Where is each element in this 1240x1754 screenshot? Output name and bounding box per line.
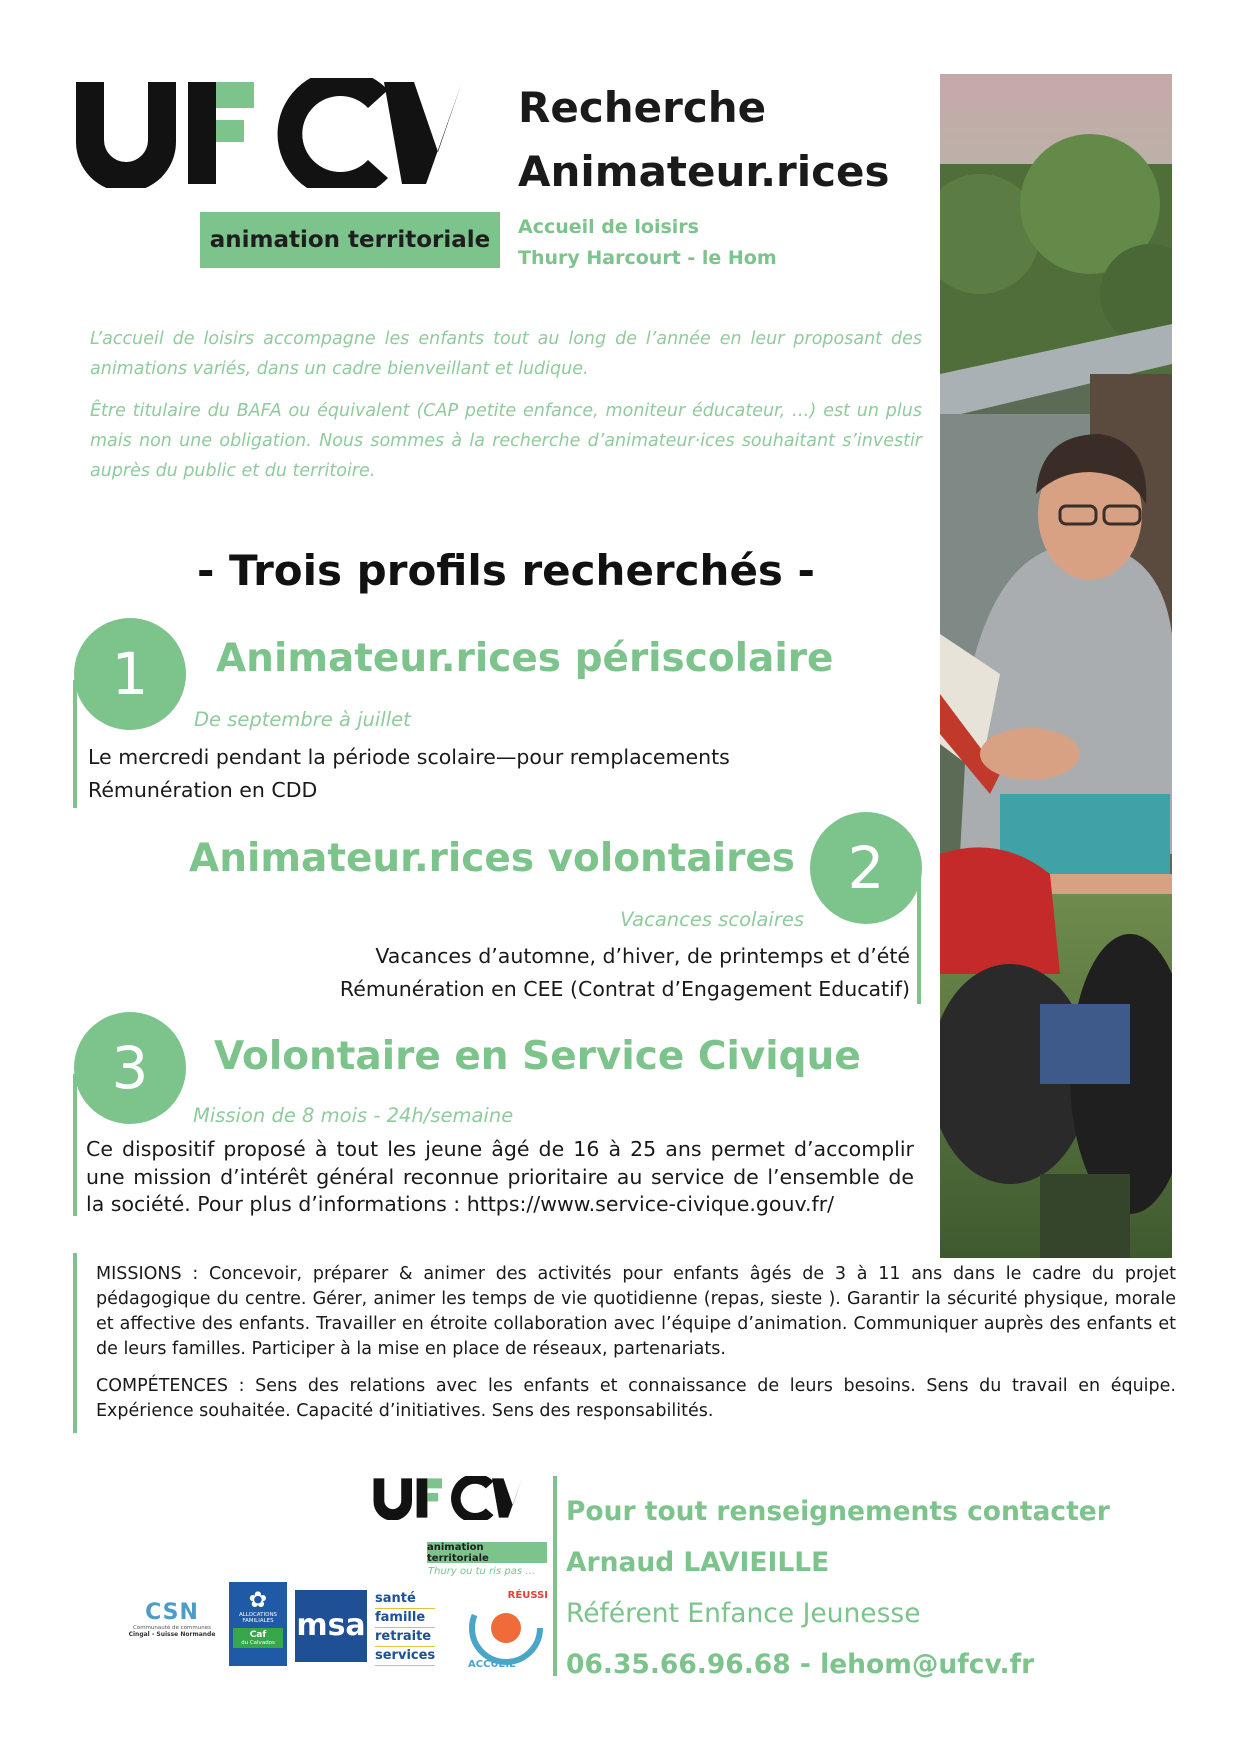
msa-word-1: santé xyxy=(375,1590,435,1609)
contact-phone-email[interactable]: 06.35.66.96.68 - lehom@ufcv.fr xyxy=(566,1649,1035,1680)
msa-word-3: retraite xyxy=(375,1628,435,1647)
header-title xyxy=(518,76,890,204)
caf-line1: ALLOCATIONS xyxy=(238,1612,278,1618)
footer-logo-bar: animation territoriale xyxy=(427,1542,547,1563)
reussi-top-text: RÉUSSI xyxy=(507,1590,548,1601)
contact-line1: Pour tout renseignements contacter xyxy=(566,1496,1110,1527)
reussi-accueil-logo xyxy=(460,1582,552,1674)
msa-word-2: famille xyxy=(375,1609,435,1628)
contact-block xyxy=(566,1486,1110,1690)
profile-3-accent-line xyxy=(73,1074,77,1216)
caf-line4: du Calvados xyxy=(241,1640,275,1646)
profile-3-title: Volontaire en Service Civique xyxy=(214,1034,861,1079)
missions-accent-line xyxy=(73,1253,77,1433)
logo-tagline-bar: animation territoriale xyxy=(200,212,500,268)
profile-2-line2: Rémunération en CEE (Contrat d’Engagement Educatif) xyxy=(339,977,910,1001)
msa-word-4: services xyxy=(375,1647,435,1666)
footer-tagline: Thury ou tu ris pas … xyxy=(428,1566,536,1577)
missions-text: MISSIONS : Concevoir, préparer & animer des activités pour enfants âgés de 3 à 11 ans dans le cadre du projet pédagogique du centre. Gérer, animer les temps de vie quotidienne (repas, sieste ). Garantir la sécurité physique, morale et affective des enfants. Travailler en étroite collaboration avec l’équipe d’animation. Communiquer auprès des enfants et de leurs familles. Participer à la mise en place de réseaux, partenariats. xyxy=(96,1264,1176,1359)
intro-paragraph-1: L’accueil de loisirs accompagne les enfants tout au long de l’année en leur proposant des animations variés, dans un cadre bienveillant et ludique. xyxy=(90,329,922,379)
profile-1-period: De septembre à juillet xyxy=(194,708,411,731)
intro-text xyxy=(90,324,922,486)
header-sub-line1: Accueil de loisirs xyxy=(518,216,699,238)
caf-logo xyxy=(229,1582,287,1666)
profile-3-period: Mission de 8 mois - 24h/semaine xyxy=(193,1104,514,1127)
profile-2-description xyxy=(150,940,910,1006)
profile-1-line1: Le mercredi pendant la période scolaire—pour remplacements xyxy=(88,745,730,769)
cdc-caption-2: Cingal - Suisse Normande xyxy=(128,1631,216,1638)
header-sub-line2: Thury Harcourt - le Hom xyxy=(518,247,777,269)
animator-reading-photo xyxy=(940,74,1172,1258)
profile-2-number: 2 xyxy=(810,812,922,924)
cdc-cingal-logo xyxy=(124,1600,220,1650)
caf-emblem-icon: ✿ xyxy=(248,1587,268,1612)
profile-2-period: Vacances scolaires xyxy=(620,908,804,931)
ufcv-logo xyxy=(72,78,462,188)
profile-1-description xyxy=(88,741,828,807)
profile-2-line1: Vacances d’automne, d’hiver, de printemps et d’été xyxy=(375,944,910,968)
profile-3-number: 3 xyxy=(74,1012,186,1124)
contact-role: Référent Enfance Jeunesse xyxy=(566,1598,921,1629)
header-title-line2: Animateur.rices xyxy=(518,147,890,196)
msa-logo xyxy=(295,1590,450,1664)
cdc-name: CSN xyxy=(145,1600,199,1625)
caf-line2: FAMILIALES xyxy=(242,1618,274,1624)
profile-1-accent-line xyxy=(73,680,77,808)
profile-1-title: Animateur.rices périscolaire xyxy=(216,636,834,681)
header-title-line1: Recherche xyxy=(518,83,767,132)
profile-2-title: Animateur.rices volontaires xyxy=(189,836,795,881)
contact-name: Arnaud LAVIEILLE xyxy=(566,1547,830,1578)
missions-block xyxy=(96,1262,1176,1424)
contact-divider xyxy=(553,1476,557,1676)
competences-text: COMPÉTENCES : Sens des relations avec les enfants et connaissance de leurs besoins. Sens du travail en équipe. Expérience souhaitée. Capacité d’initiatives. Sens des responsabilités. xyxy=(96,1376,1176,1421)
intro-paragraph-2: Être titulaire du BAFA ou équivalent (CAP petite enfance, moniteur éducateur, …) est un plus mais non une obligation. Nous sommes à la recherche d’animateur·ices souhaitant s’investir auprès du public et du territoire. xyxy=(90,401,922,481)
cdc-caption-1: Communauté de communes xyxy=(133,1625,211,1631)
profile-1-number: 1 xyxy=(74,618,186,730)
msa-mark: msa xyxy=(295,1590,367,1662)
reussi-bottom-text: ACCUEIL xyxy=(468,1659,516,1670)
header-subtitle xyxy=(518,212,777,274)
footer-ufcv-logo xyxy=(372,1476,522,1520)
profile-1-line2: Rémunération en CDD xyxy=(88,778,318,802)
section-title: - Trois profils recherchés - xyxy=(197,546,815,595)
profile-3-description: Ce dispositif proposé à tout les jeune âgé de 16 à 25 ans permet d’accomplir une mission d’intérêt général reconnue prioritaire au service de l’ensemble de la société. Pour plus d’informations : https://www.service-civique.gouv.fr/ xyxy=(86,1137,914,1216)
caf-line3: Caf xyxy=(249,1630,267,1640)
